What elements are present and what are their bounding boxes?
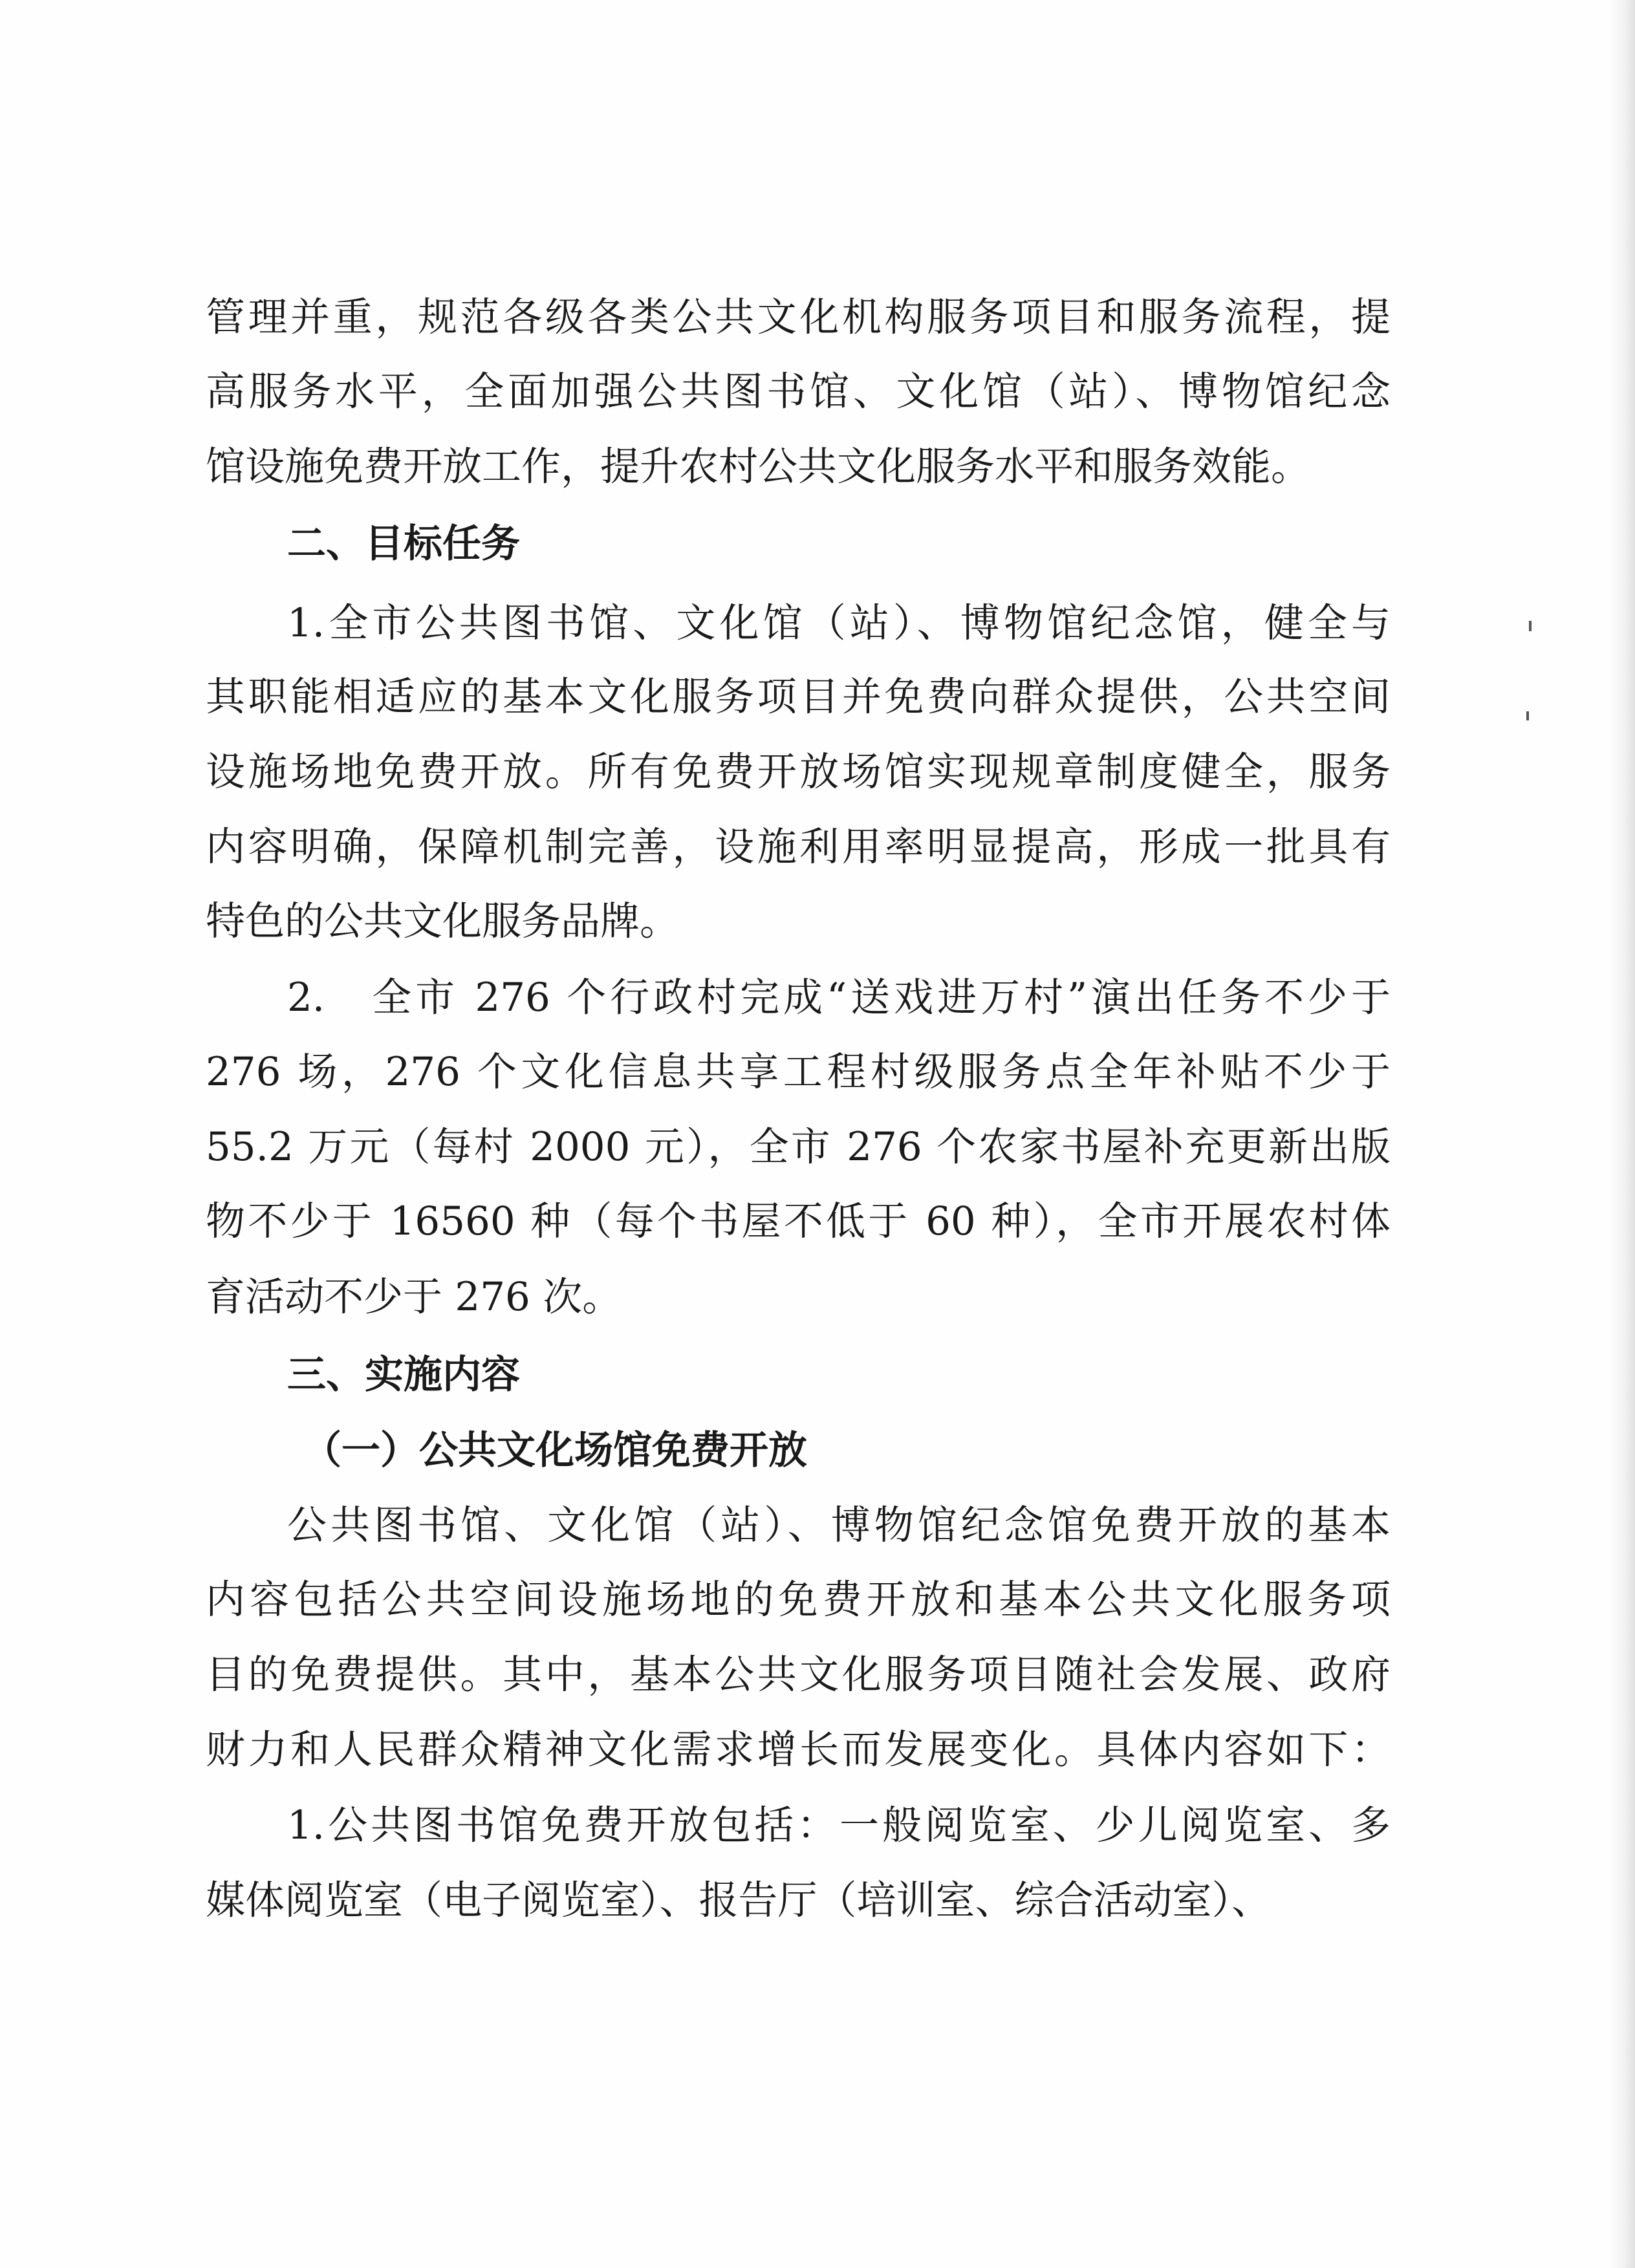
body-text-line: 育活动不少于 276 次。 [206, 1274, 622, 1320]
scan-speck [1529, 621, 1532, 631]
body-text-line: 其职能相适应的基本文化服务项目并免费向群众提供，公共空间 [206, 674, 1391, 720]
scan-speck [1526, 711, 1529, 720]
body-text-line: 目的免费提供。其中，基本公共文化服务项目随社会发展、政府 [206, 1652, 1391, 1698]
body-text-line: 物不少于 16560 种（每个书屋不低于 60 种），全市开展农村体 [206, 1198, 1391, 1244]
body-text-line: 276 场，276 个文化信息共享工程村级服务点全年补贴不少于 [206, 1049, 1391, 1095]
body-text-line: 1.公共图书馆免费开放包括：一般阅览室、少儿阅览室、多 [287, 1802, 1391, 1848]
section-heading: 二、目标任务 [287, 521, 520, 567]
section-heading: 三、实施内容 [287, 1352, 520, 1398]
body-text-line: 55.2 万元（每村 2000 元），全市 276 个农家书屋补充更新出版 [206, 1124, 1391, 1170]
body-text-line: 高服务水平，全面加强公共图书馆、文化馆（站）、博物馆纪念 [206, 369, 1391, 415]
body-text-line: 设施场地免费开放。所有免费开放场馆实现规章制度健全，服务 [206, 749, 1391, 795]
body-text-line: 特色的公共文化服务品牌。 [206, 898, 680, 944]
body-text-line: 公共图书馆、文化馆（站）、博物馆纪念馆免费开放的基本 [287, 1502, 1391, 1548]
page-edge-shadow [1609, 0, 1635, 2268]
body-text-line: 2. 全市 276 个行政村完成“送戏进万村”演出任务不少于 [287, 975, 1391, 1021]
body-text-line: 管理并重，规范各级各类公共文化机构服务项目和服务流程，提 [206, 294, 1391, 340]
body-text-line: 媒体阅览室（电子阅览室）、报告厅（培训室、综合活动室）、 [206, 1877, 1272, 1923]
body-text-line: 内容明确，保障机制完善，设施利用率明显提高，形成一批具有 [206, 824, 1391, 870]
body-text-line: 1.全市公共图书馆、文化馆（站）、博物馆纪念馆，健全与 [287, 600, 1391, 646]
subsection-heading: （一）公共文化场馆免费开放 [303, 1428, 807, 1473]
body-text-line: 馆设施免费开放工作，提升农村公共文化服务水平和服务效能。 [206, 444, 1311, 490]
body-text-line: 内容包括公共空间设施场地的免费开放和基本公共文化服务项 [206, 1577, 1391, 1623]
body-text-line: 财力和人民群众精神文化需求增长而发展变化。具体内容如下： [206, 1727, 1391, 1773]
